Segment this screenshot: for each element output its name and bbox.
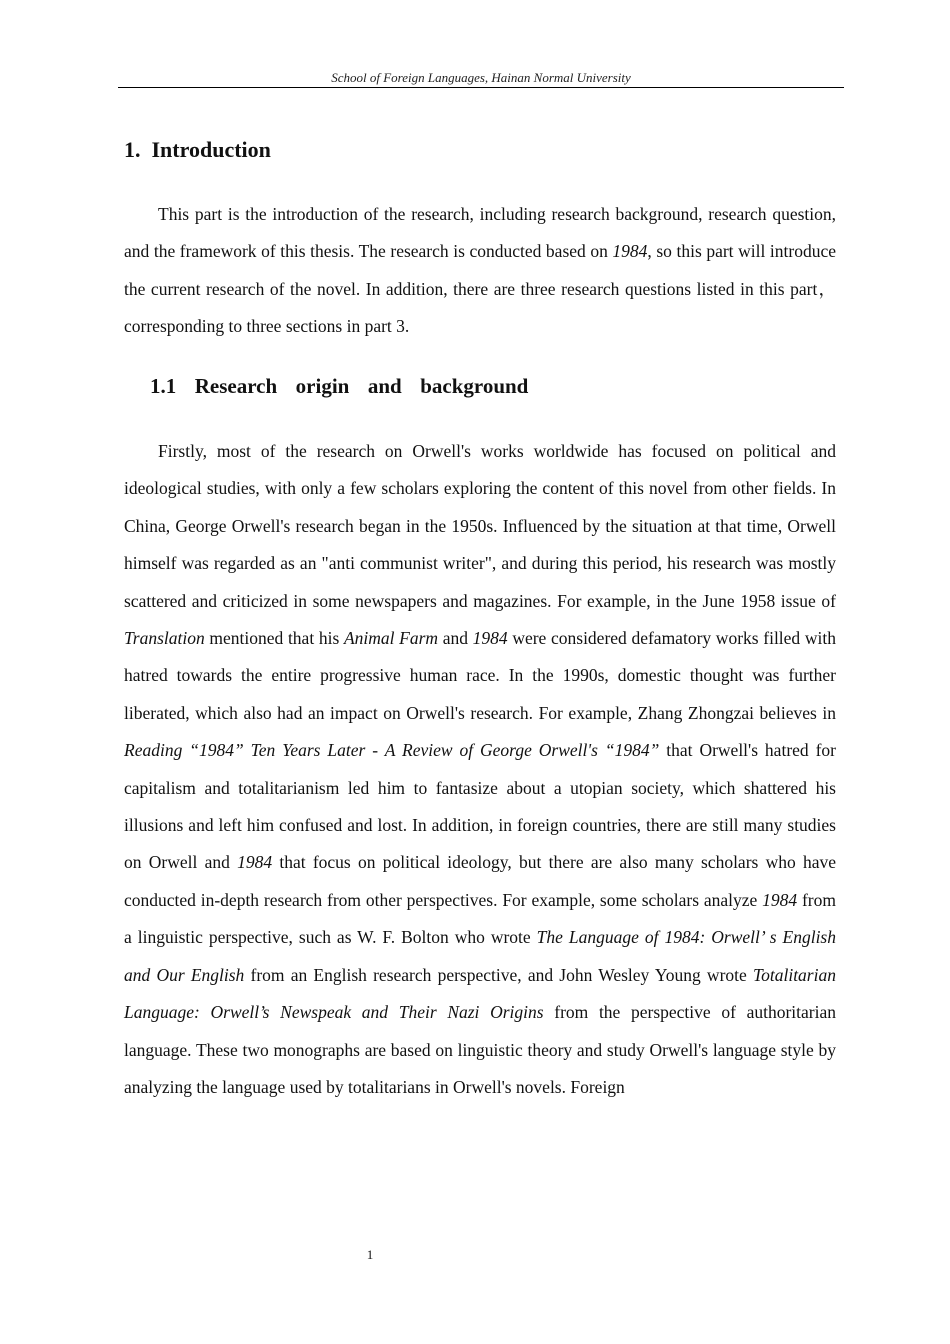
text-run: that focus on political ideology, but there are also many scholars who have conducted in-depth research from other perspectives. For example, some scholars analyze — [124, 852, 836, 910]
italic-title-run: 1984 — [612, 241, 648, 262]
italic-title-run: The Language of 1984: Orwell’ s English and Our English — [124, 927, 836, 985]
text-run: This part is the introduction of the research, including research background, research question, and the framework of this thesis. The research is conducted based on — [124, 204, 836, 262]
text-run: that Orwell's hatred for capitalism and totalitarianism led him to fantasize about a utopian society, which shattered his illusions and left him confused and lost. In addition, in foreign countries, there are still many studies on Orwell and — [124, 740, 836, 873]
italic-title-run: Totalitarian Language: Orwell’s Newspeak and Their Nazi Origins — [124, 964, 836, 1023]
text-run: mentioned that his — [204, 628, 344, 649]
italic-title-run: 1984 — [762, 889, 798, 910]
text-run: , so this part will introduce the current research of the novel. In addition, there are three research questions listed in this part， corresponding to three sections in part 3. — [124, 241, 836, 337]
italic-title-run: Animal Farm — [343, 628, 439, 649]
italic-title-run: 1984 — [237, 852, 273, 873]
text-run: Firstly, most of the research on Orwell's works worldwide has focused on political and ideological studies, with only a few scholars exploring the content of this novel from other fields. In China, George Orwell's research began in the 1950s. Influenced by the situation at that time, Orwell himself was regarded as an "anti communist writer", and during this period, his research was mostly scattered and criticized in some newspapers and magazines. For example, in the June 1958 issue of — [124, 441, 836, 611]
italic-title-run: Translation — [124, 628, 205, 649]
intro-paragraph — [124, 196, 836, 346]
italic-title-run: 1984 — [472, 628, 508, 649]
background-paragraph — [124, 433, 836, 1106]
text-run: from a linguistic perspective, such as W. F. Bolton who wrote — [124, 889, 836, 948]
text-run: and — [438, 628, 473, 649]
italic-title-run: Reading “1984” Ten Years Later - A Review of George Orwell's “1984” — [124, 740, 660, 761]
text-run: from the perspective of authoritarian language. These two monographs are based on linguistic theory and study Orwell's language style by analyzing the language used by totalitarians in Orwell's novels. Foreign — [124, 1002, 837, 1097]
header-rule — [118, 87, 844, 88]
page-number: 1 — [366, 1247, 374, 1262]
section-heading: 1. Introduction — [124, 137, 271, 162]
running-header: School of Foreign Languages, Hainan Normal University — [331, 70, 631, 85]
text-run: were considered defamatory works filled with hatred towards the entire progressive human race. In the 1990s, domestic thought was further liberated, which also had an impact on Orwell's research. For example, Zhang Zhongzai believes in — [124, 628, 836, 723]
text-run: from an English research perspective, and John Wesley Young wrote — [244, 964, 753, 985]
subsection-heading: 1.1 Research origin and background — [150, 374, 529, 398]
